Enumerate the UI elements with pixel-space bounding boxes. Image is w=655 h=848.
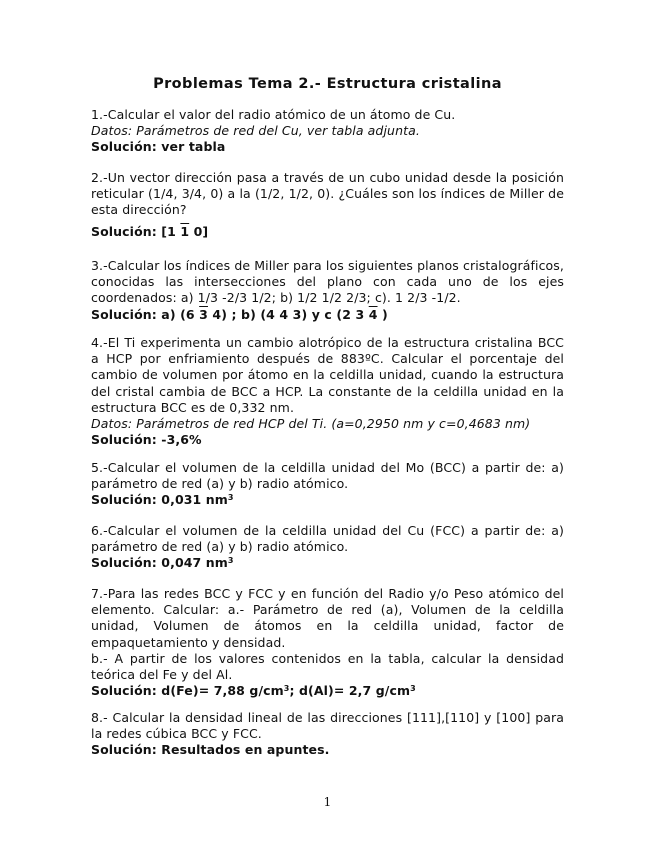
- page-number: 1: [323, 795, 332, 809]
- problem-7-solution-fe: Solución: d(Fe)= 7,88 g/cm: [91, 683, 284, 699]
- problem-8: [91, 710, 564, 759]
- problem-3-solution-c-bar-index: 4: [368, 306, 378, 322]
- problem-5-solution-exponent: 3: [227, 493, 234, 503]
- problem-2-solution-suffix: 0]: [189, 223, 209, 239]
- problem-1-datos: Datos: Parámetros de red del Cu, ver tabla adjunta.: [91, 123, 420, 139]
- problem-7-statement: 7.-Para las redes BCC y FCC y en función del Radio y/o Peso atómico del elemento. Calcular: a.- Parámetro de red (a), Volumen de la celdilla unidad, Volumen de átomos en la celdilla unidad, factor de empaquetamiento y densidad.: [91, 586, 564, 650]
- problem-6-solution-exponent: 3: [227, 556, 234, 566]
- problem-6-statement: 6.-Calcular el volumen de la celdilla unidad del Cu (FCC) a partir de: a) parámetro de red (a) y b) radio atómico.: [91, 523, 564, 555]
- problem-3: [91, 258, 564, 323]
- problem-5: [91, 460, 564, 509]
- problem-4-solution: Solución: -3,6%: [91, 432, 202, 448]
- problem-3-solution: [91, 307, 564, 323]
- problem-4-statement: 4.-El Ti experimenta un cambio alotrópico de la estructura cristalina BCC a HCP por enfriamiento después de 883ºC. Calcular el porcentaje del cambio de volumen por átomo en la celdilla unidad, cuando la estructura del cristal cambia de BCC a HCP. La constante de la celdilla unidad en la estructura BCC es de 0,332 nm.: [91, 335, 564, 415]
- problem-7: [91, 586, 564, 699]
- problem-7-statement-b: b.- A partir de los valores contenidos en la tabla, calcular la densidad teórica del Fe y del Al.: [91, 650, 564, 683]
- problem-2-solution: [91, 224, 564, 240]
- problem-3-solution-a-suffix: 4) ; b) (4 4 3) y c (2 3: [207, 306, 369, 322]
- problem-1-solution: Solución: ver tabla: [91, 139, 226, 155]
- problem-2-statement: 2.-Un vector dirección pasa a través de un cubo unidad desde la posición reticular (1/4, 3/4, 0) a la (1/2, 1/2, 0). ¿Cuáles son los índices de Miller de esta dirección?: [91, 170, 564, 218]
- problem-2-solution-prefix: Solución: [1: [91, 223, 181, 239]
- problem-5-solution: [91, 492, 564, 508]
- problem-8-solution: Solución: Resultados en apuntes.: [91, 742, 330, 758]
- problem-3-solution-a-prefix: Solución: a) (6: [91, 306, 200, 322]
- problem-8-statement: 8.- Calcular la densidad lineal de las direcciones [111],[110] y [100] para la redes cúbica BCC y FCC.: [91, 710, 564, 742]
- problem-6-solution: [91, 555, 564, 571]
- problem-4: [91, 335, 564, 448]
- problem-7-solution-fe-exponent: 3: [283, 684, 290, 694]
- problem-6-solution-text: Solución: 0,047 nm: [91, 555, 228, 571]
- problem-2: [91, 170, 564, 240]
- problem-5-solution-text: Solución: 0,031 nm: [91, 492, 228, 508]
- problem-3-solution-c-suffix: ): [377, 306, 388, 322]
- problem-5-statement: 5.-Calcular el volumen de la celdilla unidad del Mo (BCC) a partir de: a) parámetro de red (a) y b) radio atómico.: [91, 460, 564, 492]
- problem-4-datos: Datos: Parámetros de red HCP del Ti. (a=0,2950 nm y c=0,4683 nm): [91, 416, 531, 432]
- problem-3-statement: 3.-Calcular los índices de Miller para los siguientes planos cristalográficos, conocidas las intersecciones del plano con cada uno de los ejes coordenados: a) 1/3 -2/3 1/2; b) 1/2 1/2 2/3; c). 1 2/3 -1/2.: [91, 258, 564, 306]
- problem-6: [91, 523, 564, 572]
- problem-1: [91, 107, 564, 156]
- page-title: Problemas Tema 2.- Estructura cristalina: [153, 76, 502, 92]
- problem-7-solution: [91, 683, 564, 699]
- problem-1-statement: 1.-Calcular el valor del radio atómico de un átomo de Cu.: [91, 107, 456, 122]
- problem-2-solution-bar-index: 1: [180, 223, 190, 239]
- problem-7-solution-al-exponent: 3: [410, 684, 416, 694]
- problem-7-solution-al: ; d(Al)= 2,7 g/cm: [289, 683, 411, 699]
- problem-3-solution-a-bar-index: 3: [199, 306, 208, 322]
